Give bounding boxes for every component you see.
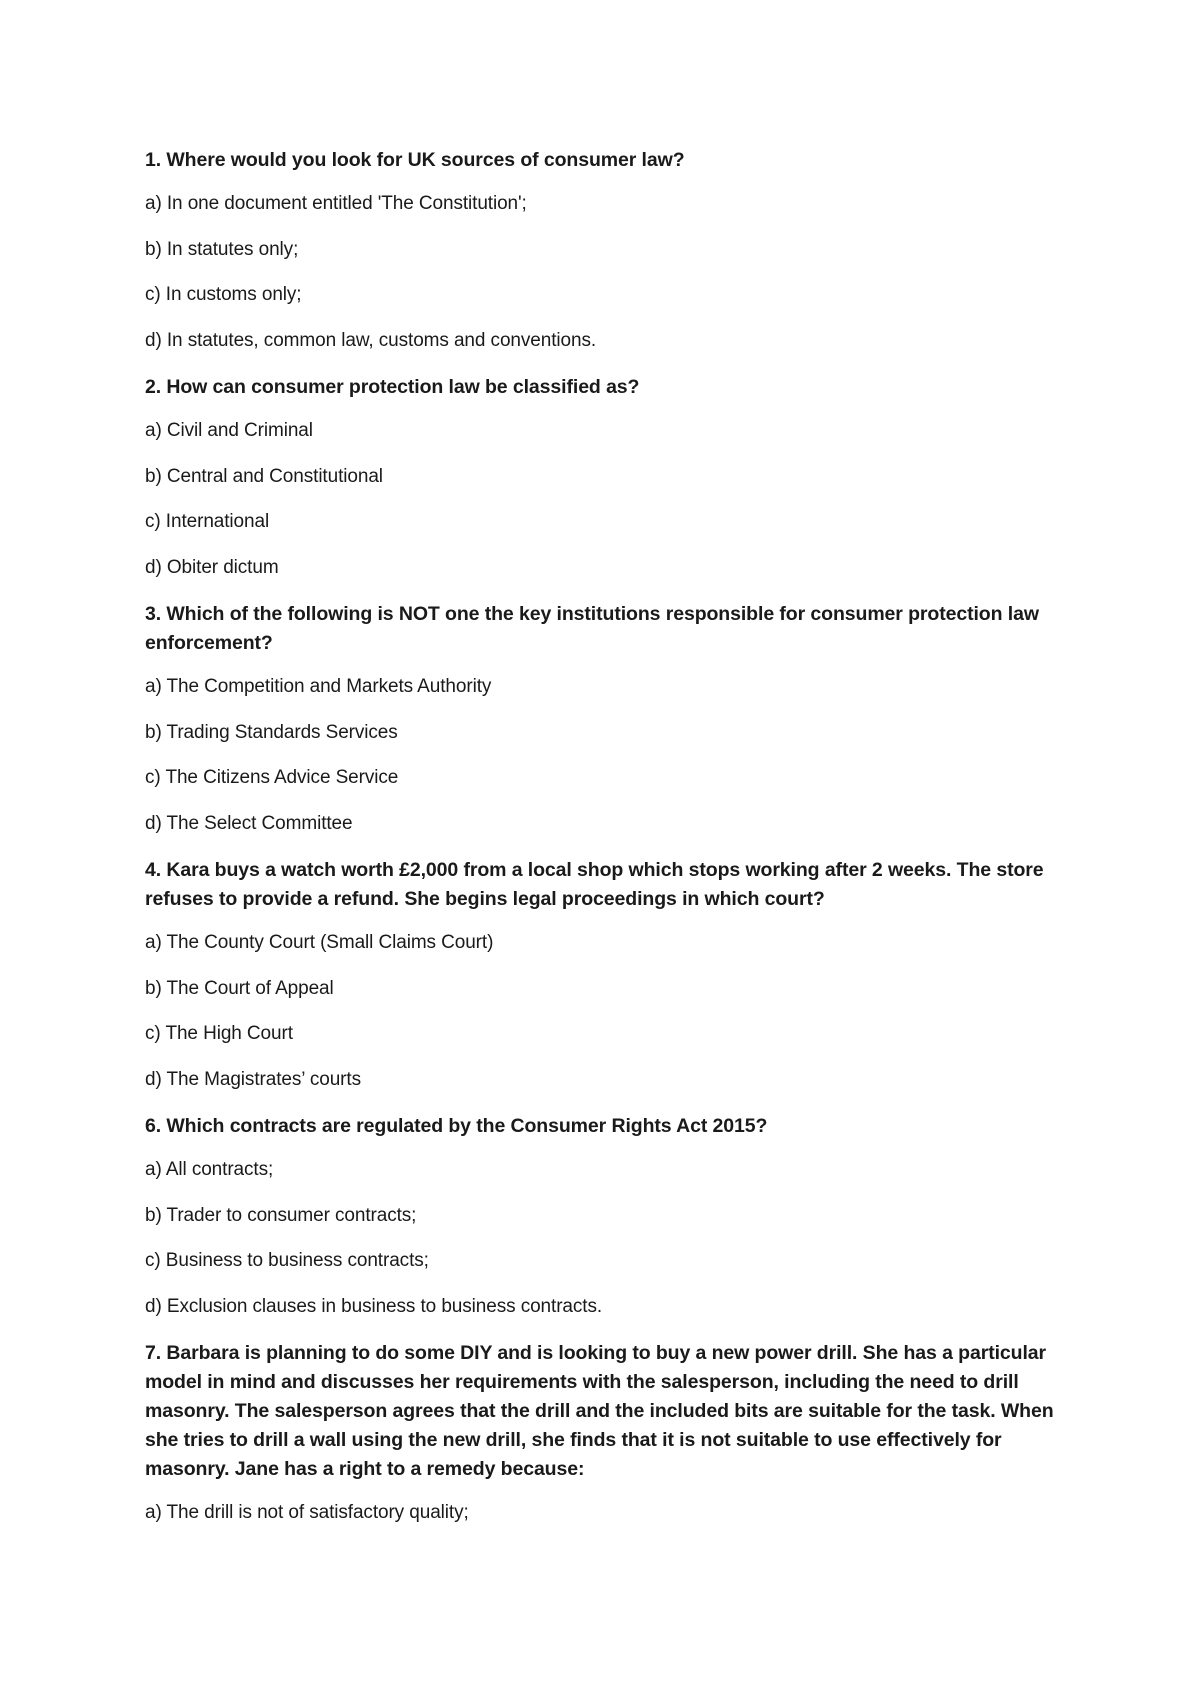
question-text: 7. Barbara is planning to do some DIY and is looking to buy a new power drill. She has a particular model in mind and discusses her requirements with the salesperson, including the need to drill masonry. The salesperson agrees that the drill and the included bits are suitable for the task. When she tries to drill a wall using the new drill, she finds that it is not suitable to use effectively for masonry. Jane has a right to a remedy because:	[145, 1342, 1054, 1480]
answer-option: d) In statutes, common law, customs and conventions.	[145, 329, 597, 351]
question-6	[145, 1112, 1065, 1320]
answer-option: c) The High Court	[145, 1023, 293, 1044]
question-7	[145, 1339, 1065, 1526]
answer-option: d) Obiter dictum	[145, 556, 279, 578]
answer-option: c) International	[145, 511, 270, 532]
question-2	[145, 373, 1065, 581]
answer-option: d) The Select Committee	[145, 812, 353, 834]
answer-option: d) The Magistrates’ courts	[145, 1068, 361, 1090]
answer-option: a) The Competition and Markets Authority	[145, 676, 492, 697]
answer-option: d) Exclusion clauses in business to business contracts.	[145, 1295, 603, 1317]
question-4	[145, 856, 1065, 1093]
answer-option: a) In one document entitled 'The Constitution';	[145, 193, 527, 214]
question-3	[145, 600, 1065, 837]
question-text: 3. Which of the following is NOT one the key institutions responsible for consumer protection law enforcement?	[145, 603, 1039, 654]
question-text: 1. Where would you look for UK sources of consumer law?	[145, 149, 685, 171]
question-1	[145, 146, 1065, 354]
answer-option: c) Business to business contracts;	[145, 1250, 429, 1271]
answer-option: a) All contracts;	[145, 1159, 274, 1180]
answer-option: b) Trading Standards Services	[145, 721, 398, 743]
answer-option: c) The Citizens Advice Service	[145, 767, 399, 788]
question-text: 2. How can consumer protection law be classified as?	[145, 376, 640, 398]
document-page	[145, 146, 1065, 1546]
answer-option: a) Civil and Criminal	[145, 420, 313, 441]
answer-option: b) The Court of Appeal	[145, 977, 334, 999]
answer-option: c) In customs only;	[145, 284, 302, 305]
answer-option: a) The drill is not of satisfactory quality;	[145, 1502, 469, 1523]
answer-option: b) Trader to consumer contracts;	[145, 1204, 417, 1226]
answer-option: a) The County Court (Small Claims Court)	[145, 932, 494, 953]
answer-option: b) In statutes only;	[145, 238, 299, 260]
answer-option: b) Central and Constitutional	[145, 465, 383, 487]
question-text: 6. Which contracts are regulated by the Consumer Rights Act 2015?	[145, 1115, 768, 1137]
question-text: 4. Kara buys a watch worth £2,000 from a local shop which stops working after 2 weeks. The store refuses to provide a refund. She begins legal proceedings in which court?	[145, 859, 1044, 910]
